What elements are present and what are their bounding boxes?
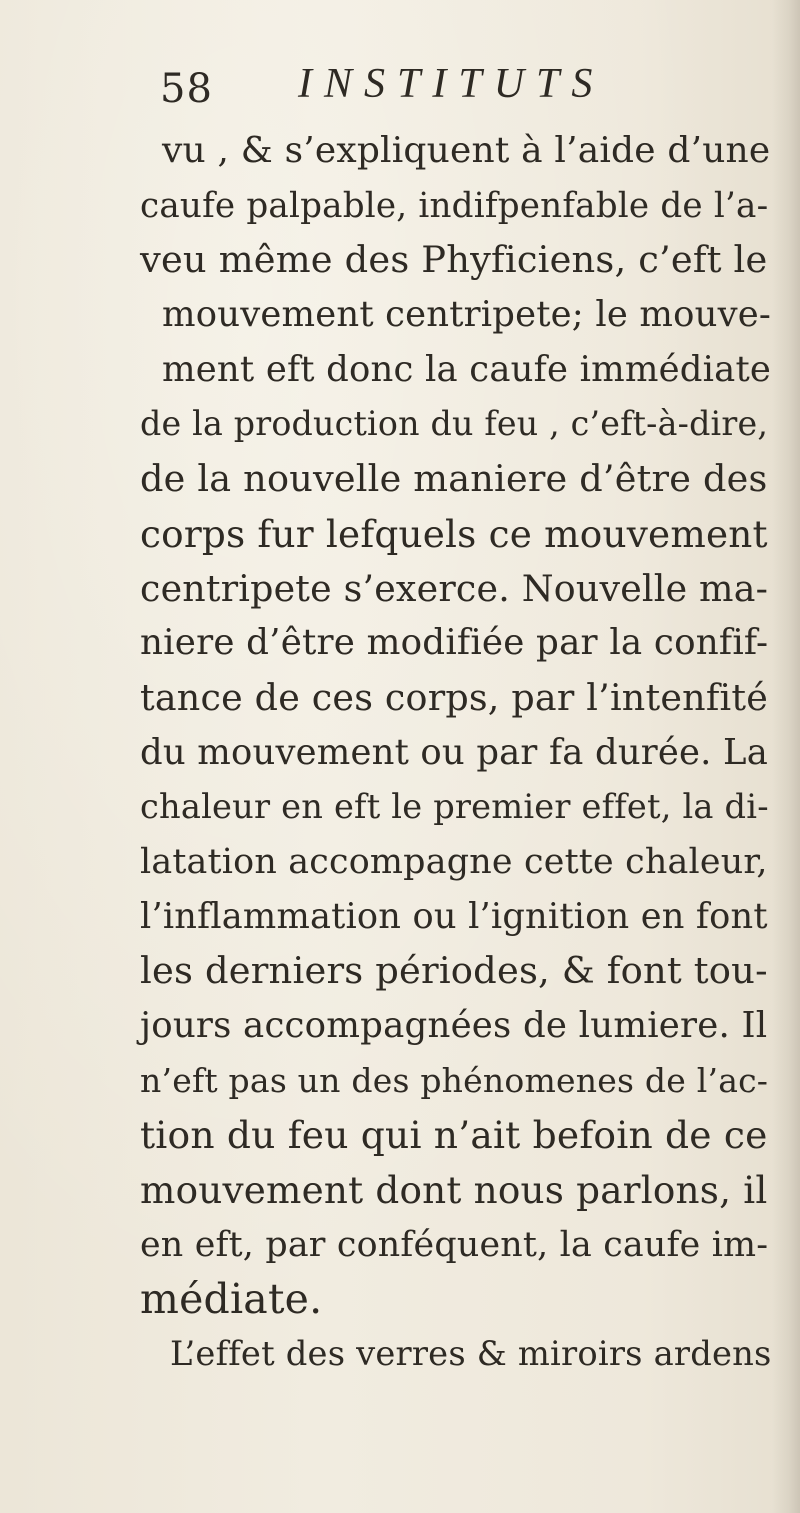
text-line: tance de ces corps, par l’intenfité: [140, 675, 769, 719]
body-text: [140, 124, 780, 1382]
text-line: caufe palpable, indifpenfable de l’a-: [140, 185, 769, 226]
text-line: médiate.: [140, 1275, 323, 1324]
running-title: INSTITUTS: [298, 61, 605, 107]
text-line: ment eft donc la caufe immédiate: [162, 348, 772, 390]
text-line: de la production du feu , c’eft-à-dire,: [140, 404, 769, 444]
text-line: corps fur lefquels ce mouvement: [140, 511, 768, 556]
text-line: mouvement dont nous parlons, il: [140, 1168, 768, 1213]
text-line: l’inflammation ou l’ignition en font: [140, 895, 768, 937]
text-line: tion du feu qui n’ait befoin de ce: [140, 1113, 768, 1158]
text-line: du mouvement ou par fa durée. La: [140, 731, 768, 773]
page-header: [160, 58, 720, 118]
text-line: vu , & s’expliquent à l’aide d’une: [162, 130, 771, 171]
text-line: mouvement centripete; le mouve-: [162, 294, 772, 336]
text-line: chaleur en eft le premier effet, la di-: [140, 787, 769, 827]
text-line: les derniers périodes, & font tou-: [140, 949, 768, 993]
text-line: latation accompagne cette chaleur,: [140, 841, 768, 882]
text-line: jours accompagnées de lumiere. Il: [140, 1005, 768, 1046]
text-line: niere d’être modifiée par la confif-: [140, 622, 769, 664]
text-line: de la nouvelle maniere d’être des: [140, 457, 768, 501]
text-line: n’eft pas un des phénomenes de l’ac-: [140, 1060, 769, 1100]
text-line: en eft, par conféquent, la caufe im-: [140, 1224, 769, 1265]
paragraph-start-line: L’effet des verres & miroirs ardens: [170, 1334, 772, 1374]
text-line: centripete s’exerce. Nouvelle ma-: [140, 566, 769, 610]
text-line: veu même des Phyficiens, c’eft le: [140, 238, 768, 282]
page-number: 58: [160, 66, 213, 112]
